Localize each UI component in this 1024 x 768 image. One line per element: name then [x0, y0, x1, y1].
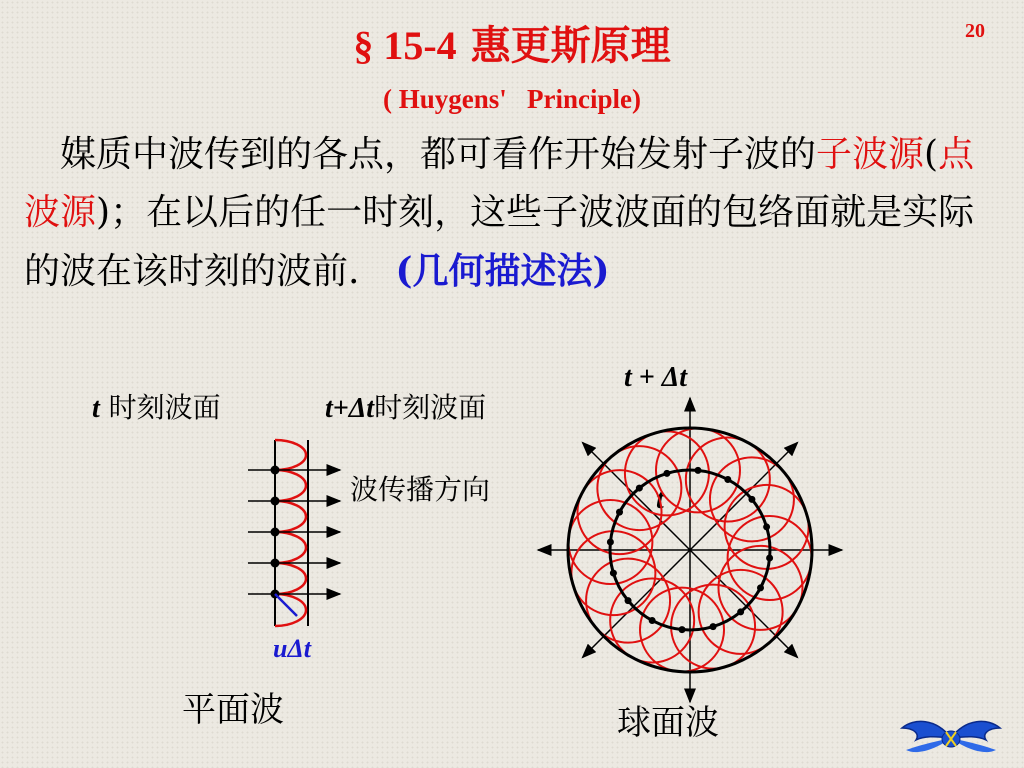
paragraph-part-1: 媒质中波传到的各点，都可看作开始发射子波的	[60, 134, 817, 175]
spherical-source-point	[724, 476, 731, 483]
spherical-source-point	[763, 523, 770, 530]
paren-open: (	[924, 134, 939, 175]
spherical-wave-caption: 球面波	[617, 703, 719, 743]
plane-wave-caption: 平面波	[182, 690, 284, 730]
u-delta-t-label: uΔt	[273, 634, 311, 663]
wavelet-source-term: 子波源	[816, 134, 925, 175]
section-number: § 15-4	[353, 23, 457, 68]
spherical-source-point	[616, 509, 623, 516]
spherical-source-point	[737, 608, 744, 615]
paragraph-part-2: ；在以后的任一时刻，这些子波波面的包络面就是实际的波在该时刻的波前.	[24, 192, 975, 292]
navigation-logo	[896, 712, 1006, 764]
t-plus-dt-wavefront-label: t+Δt时刻波面	[325, 391, 487, 424]
slide-subtitle: ( Huygens' Principle)	[383, 84, 641, 114]
spherical-wave-diagram	[538, 398, 842, 702]
paren-close: )	[96, 192, 111, 233]
spherical-source-point	[636, 485, 643, 492]
spherical-source-point	[610, 570, 617, 577]
spherical-source-point	[766, 554, 773, 561]
spherical-source-point	[607, 539, 614, 546]
outer-sphere-label: t + Δt	[624, 362, 688, 393]
title-text: 惠更斯原理	[470, 22, 671, 69]
spherical-source-point	[625, 597, 632, 604]
spherical-source-point	[694, 467, 701, 474]
plane-wave-diagram	[248, 440, 340, 626]
spherical-source-point	[679, 626, 686, 633]
point-source-term: 点波源	[24, 134, 975, 233]
propagation-direction-label: 波传播方向	[350, 473, 491, 506]
t-wavefront-label: t 时刻波面	[92, 391, 221, 424]
spherical-source-point	[649, 617, 656, 624]
inner-sphere-label: t	[656, 484, 664, 515]
page-number: 20	[965, 20, 985, 42]
method-label: (几何描述法)	[395, 250, 610, 292]
spherical-source-point	[757, 584, 764, 591]
spherical-source-point	[748, 496, 755, 503]
spherical-source-point	[663, 470, 670, 477]
spherical-source-point	[710, 623, 717, 630]
